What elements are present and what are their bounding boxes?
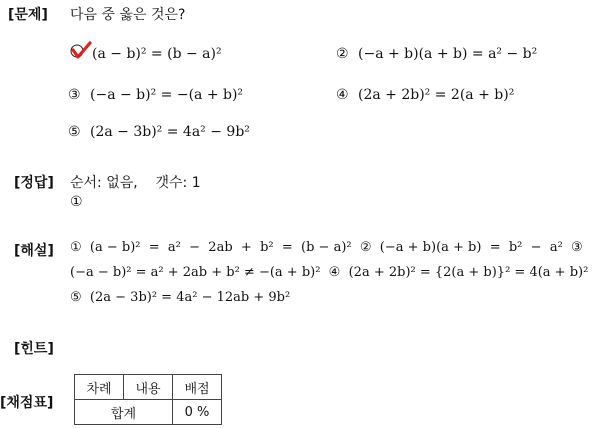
score-header-points: 배점 — [173, 375, 222, 400]
option-4-expr: (2a + 2b)² = 2(a + b)² — [358, 87, 515, 103]
problem-label: [문제] — [8, 7, 48, 23]
score-table — [74, 374, 222, 425]
hint-label: [힌트] — [14, 341, 54, 357]
explanation-line-3: ⑤ (2a − 3b)² = 4a² − 12ab + 9b² — [70, 290, 291, 305]
option-1 — [92, 46, 222, 62]
option-2 — [336, 46, 537, 62]
option-4 — [336, 87, 514, 103]
option-5 — [68, 124, 250, 140]
answer-label: [정답] — [14, 175, 54, 191]
option-3-expr: (−a − b)² = −(a + b)² — [90, 87, 244, 103]
option-3-number: ③ — [68, 87, 81, 103]
option-2-expr: (−a + b)(a + b) = a² − b² — [358, 46, 538, 62]
checkmark-icon — [70, 40, 92, 60]
score-label: [채점표] — [0, 395, 54, 411]
explanation-line-1: ① (a − b)² = a² − 2ab + b² = (b − a)² ② (−a + b)(a + b) = b² − a² ③ — [70, 240, 583, 255]
question-text: 다음 중 옳은 것은? — [70, 7, 186, 23]
answer-info: 순서: 없음, 갯수: 1 — [70, 175, 201, 191]
answer-value: ① — [70, 194, 83, 210]
explanation-label: [해설] — [14, 243, 54, 259]
score-total-row — [75, 400, 222, 425]
score-header-content: 내용 — [124, 375, 173, 400]
explanation-line-2: (−a − b)² = a² + 2ab + b² ≠ −(a + b)² ④ (2a + 2b)² = {2(a + b)}² = 4(a + b)² — [70, 265, 589, 280]
option-4-number: ④ — [336, 87, 349, 103]
score-total-value: 0 % — [173, 400, 222, 425]
score-total-label: 합계 — [75, 400, 173, 425]
score-header-order: 차례 — [75, 375, 124, 400]
option-3 — [68, 87, 243, 103]
score-header-row — [75, 375, 222, 400]
option-5-number: ⑤ — [68, 124, 81, 140]
option-2-number: ② — [336, 46, 349, 62]
option-1-expr: (a − b)² = (b − a)² — [92, 46, 222, 62]
option-5-expr: (2a − 3b)² = 4a² − 9b² — [90, 124, 250, 140]
